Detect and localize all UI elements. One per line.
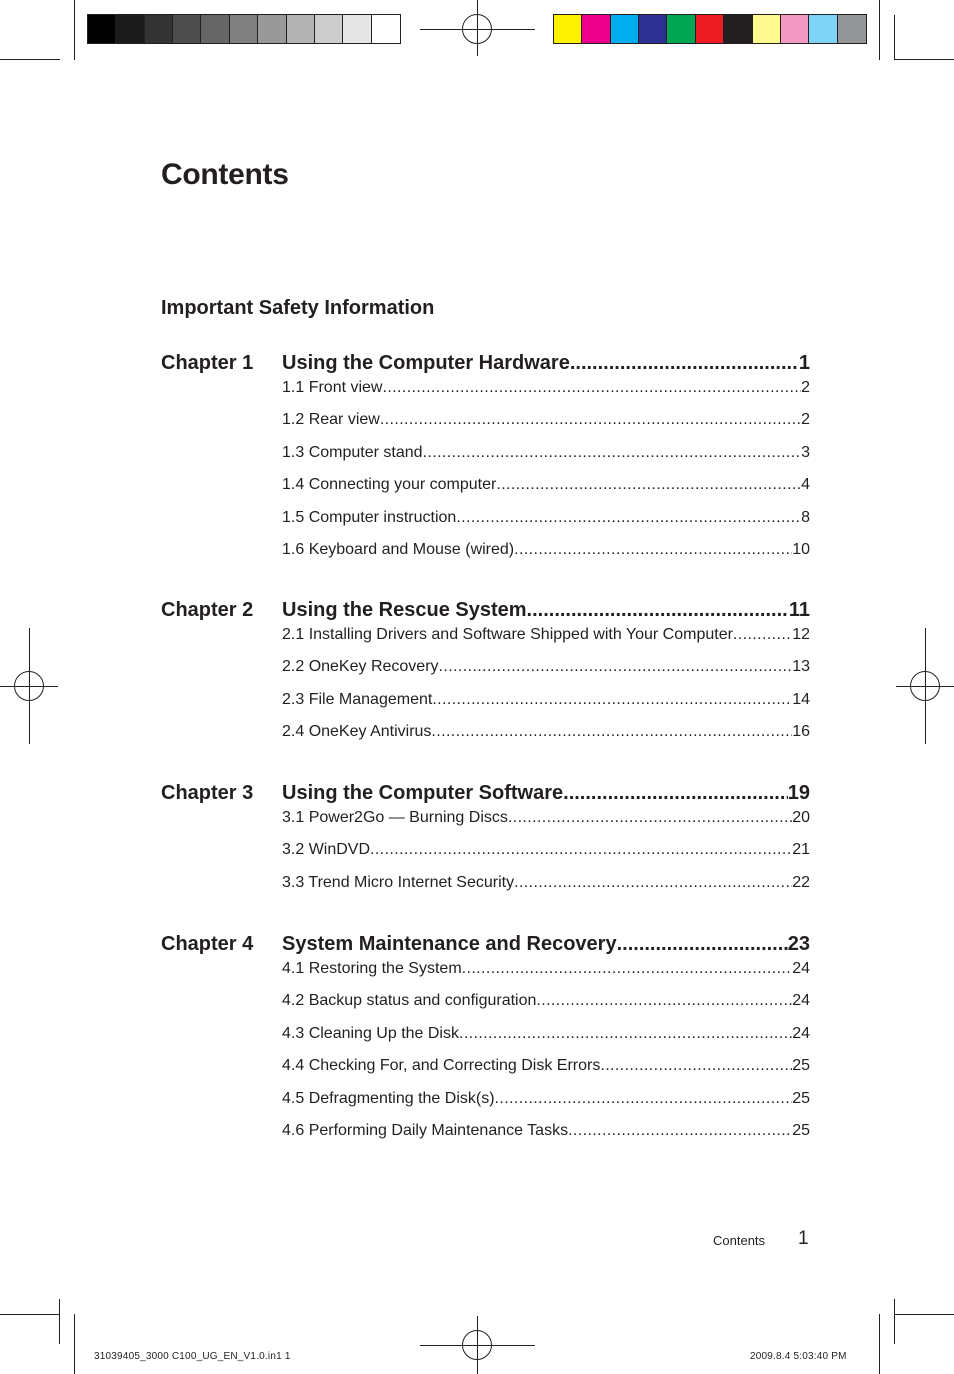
chapter-page-number: 1 <box>798 352 810 374</box>
entry-page-number: 21 <box>792 841 810 859</box>
entry-title: 1.6 Keyboard and Mouse (wired) <box>282 541 515 558</box>
entry-title: 1.5 Computer instruction <box>282 508 457 526</box>
color-swatch <box>639 15 667 43</box>
chapter-title: System Maintenance and Recovery <box>282 933 617 955</box>
toc-entry[interactable] <box>282 411 810 429</box>
color-swatch <box>667 15 695 43</box>
entry-title: 2.1 Installing Drivers and Software Shipped with Your Computer <box>282 626 733 643</box>
page-title: Contents <box>161 158 289 191</box>
toc-entry[interactable] <box>282 691 810 709</box>
entry-title: 3.3 Trend Micro Internet Security <box>282 873 515 891</box>
entry-title: 1.3 Computer stand <box>282 443 423 461</box>
entry-page-number: 22 <box>792 873 810 891</box>
toc-entry[interactable] <box>282 1057 810 1075</box>
dot-leader <box>456 509 801 527</box>
toc-entry[interactable] <box>282 509 810 527</box>
toc-entry[interactable] <box>282 1090 810 1108</box>
gray-swatch <box>145 15 173 43</box>
entry-title: 4.6 Performing Daily Maintenance Tasks <box>282 1122 569 1139</box>
dot-leader <box>563 782 788 805</box>
gray-swatch <box>372 15 400 43</box>
footer-section-label: Contents <box>713 1233 766 1248</box>
entry-page-number: 24 <box>792 960 810 977</box>
toc-entry[interactable] <box>282 626 810 644</box>
toc-entry[interactable] <box>282 1122 810 1140</box>
toc-entry[interactable] <box>282 1025 810 1043</box>
color-swatch <box>753 15 781 43</box>
dot-leader <box>370 841 792 859</box>
chapter-label: Chapter 3 <box>161 782 254 804</box>
entry-page-number: 20 <box>792 809 810 826</box>
gray-swatch <box>201 15 229 43</box>
entry-page-number: 3 <box>801 443 810 461</box>
dot-leader <box>514 874 792 892</box>
entry-title: 1.4 Connecting your computer <box>282 476 497 494</box>
entry-page-number: 2 <box>801 379 810 396</box>
entry-title: 2.4 OneKey Antivirus <box>282 723 432 741</box>
slug-file-info: 31039405_3000 C100_UG_EN_V1.0.in1 1 <box>94 1351 291 1362</box>
dot-leader <box>733 626 792 644</box>
entry-page-number: 13 <box>792 658 810 676</box>
dot-leader <box>600 1057 792 1075</box>
entry-page-number: 25 <box>792 1057 810 1075</box>
entry-page-number: 8 <box>801 508 810 526</box>
entry-page-number: 4 <box>801 476 810 494</box>
entry-title: 3.1 Power2Go — Burning Discs <box>282 809 508 826</box>
dot-leader <box>617 933 788 956</box>
dot-leader <box>536 992 792 1010</box>
entry-page-number: 24 <box>792 992 810 1010</box>
dot-leader <box>527 599 789 622</box>
color-swatch <box>554 15 582 43</box>
dot-leader <box>459 1025 792 1043</box>
entry-page-number: 10 <box>792 541 810 558</box>
chapter-title-row <box>282 352 810 375</box>
entry-title: 4.1 Restoring the System <box>282 960 462 977</box>
toc-entry[interactable] <box>282 658 810 676</box>
gray-swatch <box>258 15 286 43</box>
chapter-heading[interactable] <box>161 933 810 959</box>
chapter-page-number: 11 <box>788 599 810 621</box>
color-swatch <box>838 15 866 43</box>
toc-entry[interactable] <box>282 541 810 559</box>
toc-entry[interactable] <box>282 992 810 1010</box>
gray-swatch <box>343 15 371 43</box>
toc-entry[interactable] <box>282 444 810 462</box>
dot-leader <box>380 411 801 429</box>
slug-timestamp: 2009.8.4 5:03:40 PM <box>750 1351 847 1362</box>
entry-title: 1.2 Rear view <box>282 411 380 429</box>
chapter-title-row <box>282 599 810 622</box>
gray-swatch <box>287 15 315 43</box>
entry-title: 1.1 Front view <box>282 379 383 396</box>
dot-leader <box>568 1122 792 1140</box>
chapter-label: Chapter 2 <box>161 599 254 621</box>
chapter-title-row <box>282 933 810 956</box>
entry-title: 2.3 File Management <box>282 690 433 708</box>
entry-page-number: 12 <box>792 626 810 643</box>
color-swatch <box>582 15 610 43</box>
gray-swatch <box>88 15 116 43</box>
dot-leader <box>496 476 801 494</box>
safety-info-heading[interactable]: Important Safety Information <box>161 297 435 319</box>
dot-leader <box>508 809 792 827</box>
chapter-title: Using the Computer Hardware <box>282 352 570 374</box>
entry-title: 3.2 WinDVD <box>282 841 371 859</box>
dot-leader <box>432 691 792 709</box>
entry-title: 4.4 Checking For, and Correcting Disk Errors <box>282 1057 601 1075</box>
toc-entry[interactable] <box>282 476 810 494</box>
dot-leader <box>382 379 801 397</box>
dot-leader <box>431 723 792 741</box>
chapter-label: Chapter 4 <box>161 933 254 955</box>
entry-title: 2.2 OneKey Recovery <box>282 658 439 676</box>
entry-page-number: 25 <box>792 1089 810 1107</box>
entry-title: 4.3 Cleaning Up the Disk <box>282 1024 459 1042</box>
toc-entry[interactable] <box>282 874 810 892</box>
footer-page-number: 1 <box>798 1228 809 1249</box>
toc-entry[interactable] <box>282 809 810 827</box>
dot-leader <box>514 541 792 559</box>
chapter-title: Using the Computer Software <box>282 782 564 804</box>
chapter-label: Chapter 1 <box>161 352 254 374</box>
gray-swatch <box>230 15 258 43</box>
dot-leader <box>439 658 793 676</box>
entry-page-number: 16 <box>792 723 810 741</box>
dot-leader <box>462 960 793 978</box>
color-swatch <box>696 15 724 43</box>
chapter-title: Using the Rescue System <box>282 599 527 621</box>
color-swatch <box>781 15 809 43</box>
chapter-heading[interactable] <box>161 352 810 378</box>
chapter-title-row <box>282 782 810 805</box>
gray-swatch <box>315 15 343 43</box>
entry-title: 4.5 Defragmenting the Disk(s) <box>282 1089 495 1107</box>
entry-page-number: 2 <box>801 411 810 429</box>
entry-page-number: 14 <box>792 690 810 708</box>
entry-title: 4.2 Backup status and configuration <box>282 992 537 1010</box>
chapter-page-number: 23 <box>787 933 810 955</box>
chapter-page-number: 19 <box>787 782 810 804</box>
color-swatch <box>809 15 837 43</box>
toc-entry[interactable] <box>282 960 810 978</box>
toc-entry[interactable] <box>282 379 810 397</box>
chapter-heading[interactable] <box>161 599 810 625</box>
grayscale-color-bar <box>87 14 401 44</box>
dot-leader <box>423 444 802 462</box>
entry-page-number: 25 <box>792 1122 810 1139</box>
toc-entry[interactable] <box>282 841 810 859</box>
chapter-heading[interactable] <box>161 782 810 808</box>
color-swatch <box>724 15 752 43</box>
dot-leader <box>570 352 799 375</box>
process-color-bar <box>553 14 867 44</box>
color-swatch <box>611 15 639 43</box>
dot-leader <box>495 1090 793 1108</box>
entry-page-number: 24 <box>792 1024 810 1042</box>
gray-swatch <box>116 15 144 43</box>
toc-entry[interactable] <box>282 723 810 741</box>
gray-swatch <box>173 15 201 43</box>
